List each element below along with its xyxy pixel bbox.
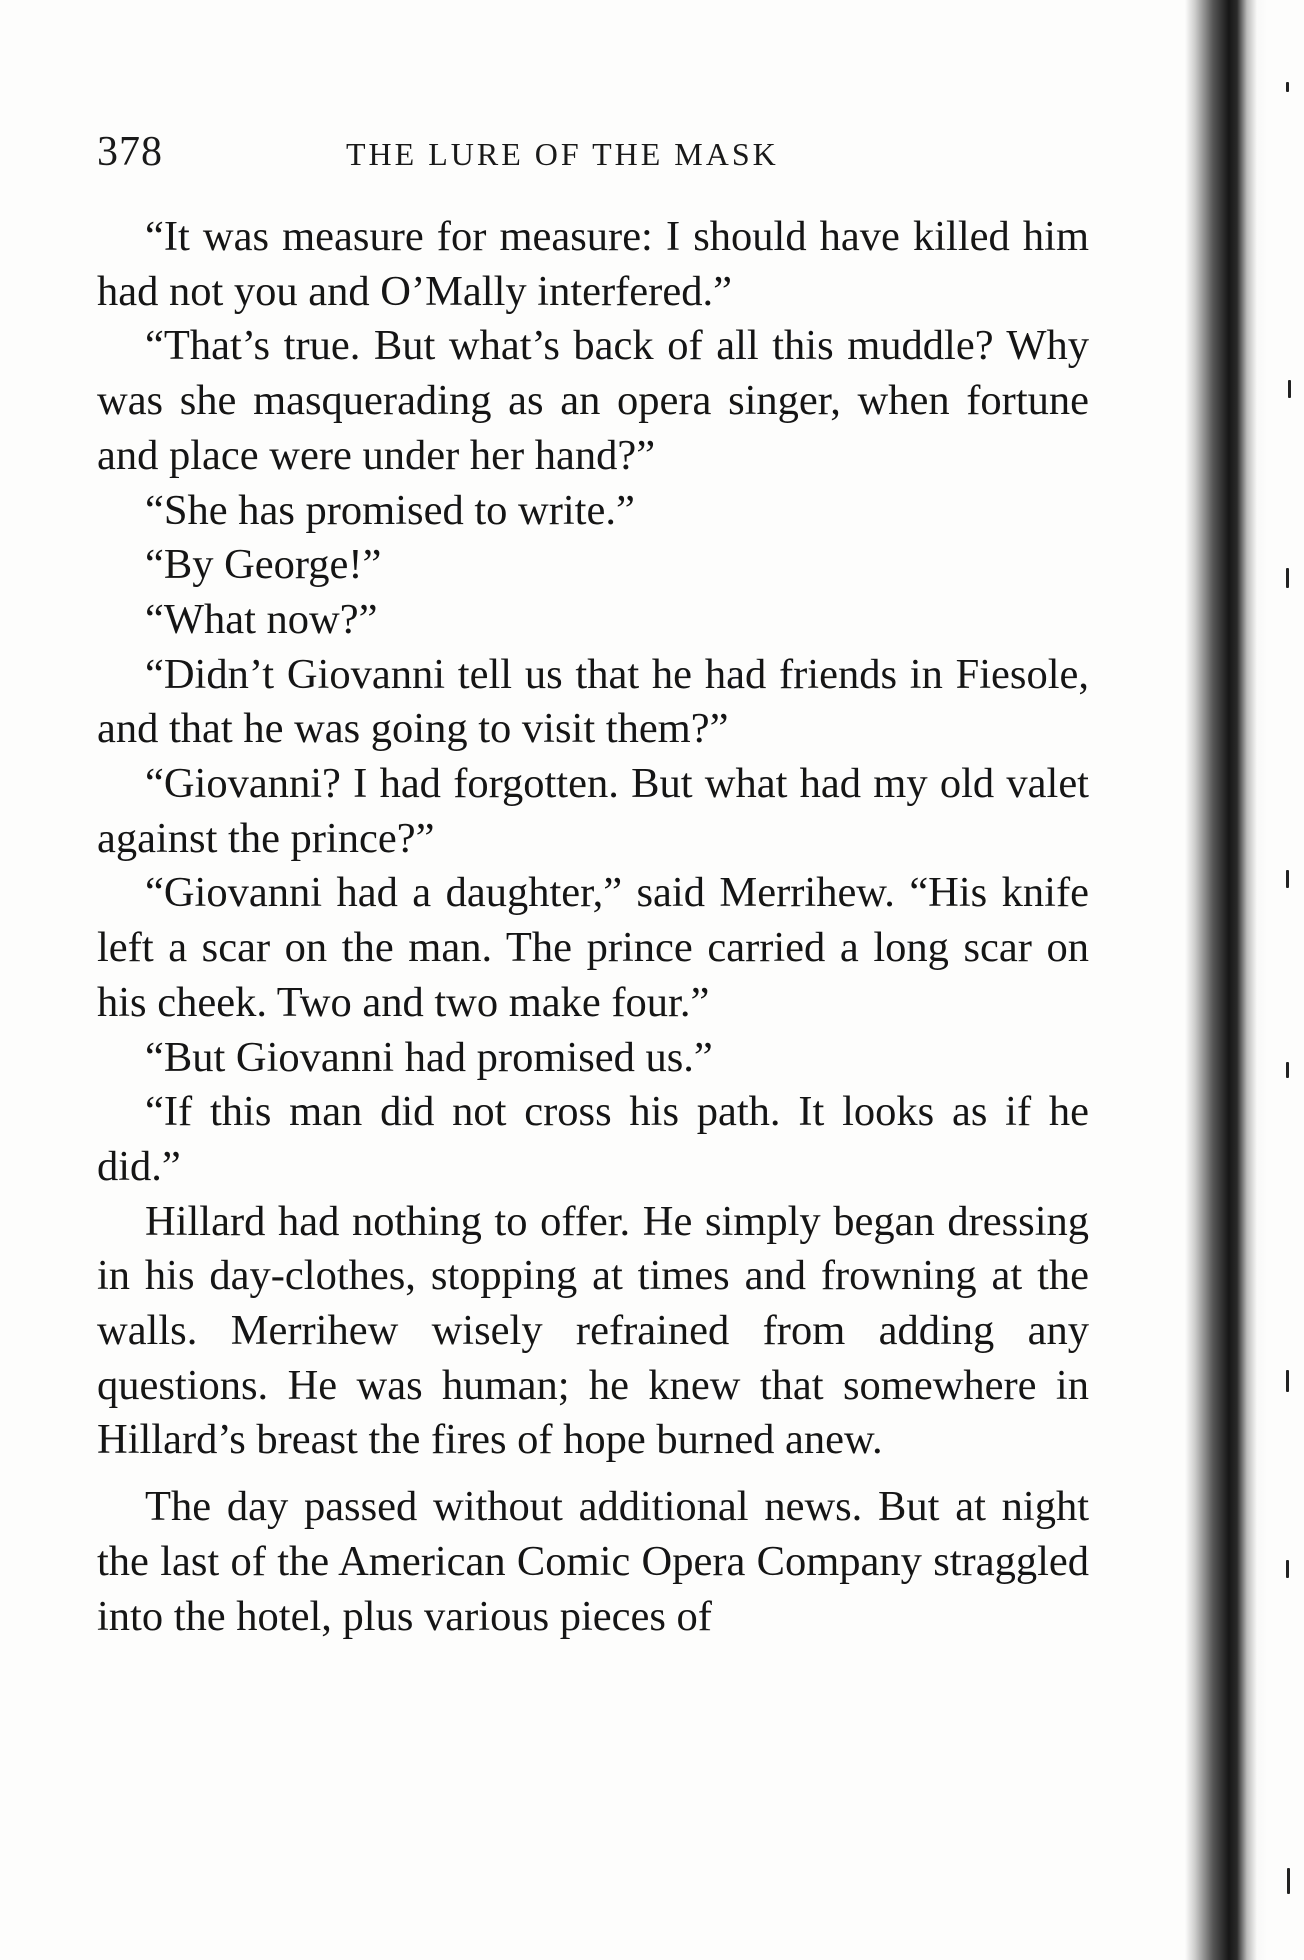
running-head [97,128,1087,178]
paragraph: “Giovanni had a daughter,” said Merrihew. “His knife left a scar on the man. The prince carried a long scar on his cheek. Two and two make four.” [97,869,1089,1026]
page-number: 378 [97,129,163,175]
binding-shadow [1185,0,1304,1960]
paragraph: “Giovanni? I had forgotten. But what had my old valet against the prince?” [97,760,1089,862]
gutter-mark [1287,1868,1290,1894]
paragraph: The day passed without additional news. But at night the last of the American Comic Opera Company straggled into the hotel, plus various pieces of [97,1483,1089,1640]
paragraph: “She has promised to write.” [145,486,635,534]
paragraph: “If this man did not cross his path. It looks as if he did.” [97,1088,1089,1190]
paragraph: “That’s true. But what’s back of all this muddle? Why was she masquerading as an opera singer, when fortune and place were under her hand?” [97,322,1089,479]
running-title: THE LURE OF THE MASK [346,136,779,172]
paragraph: “It was measure for measure: I should have killed him had not you and O’Mally interfered.” [97,213,1089,315]
body-text [97,210,1089,1644]
gutter-mark [1286,1370,1289,1392]
gutter-mark [1286,1560,1289,1578]
gutter-mark [1286,82,1289,92]
gutter-mark [1286,1062,1289,1078]
paragraph: Hillard had nothing to offer. He simply began dressing in his day-clothes, stopping at times and frowning at the walls. Merrihew wisely refrained from adding any questions. He was human; he knew that somewhere in Hillard’s breast the fires of hope burned anew. [97,1197,1089,1464]
paragraph: “What now?” [145,595,378,643]
paragraph: “By George!” [145,541,382,589]
gutter-mark [1286,870,1289,888]
paragraph: “Didn’t Giovanni tell us that he had friends in Fiesole, and that he was going to visit them?” [97,650,1089,753]
paragraph: “But Giovanni had promised us.” [145,1033,713,1081]
gutter-mark [1286,568,1289,588]
gutter-mark [1288,380,1291,398]
